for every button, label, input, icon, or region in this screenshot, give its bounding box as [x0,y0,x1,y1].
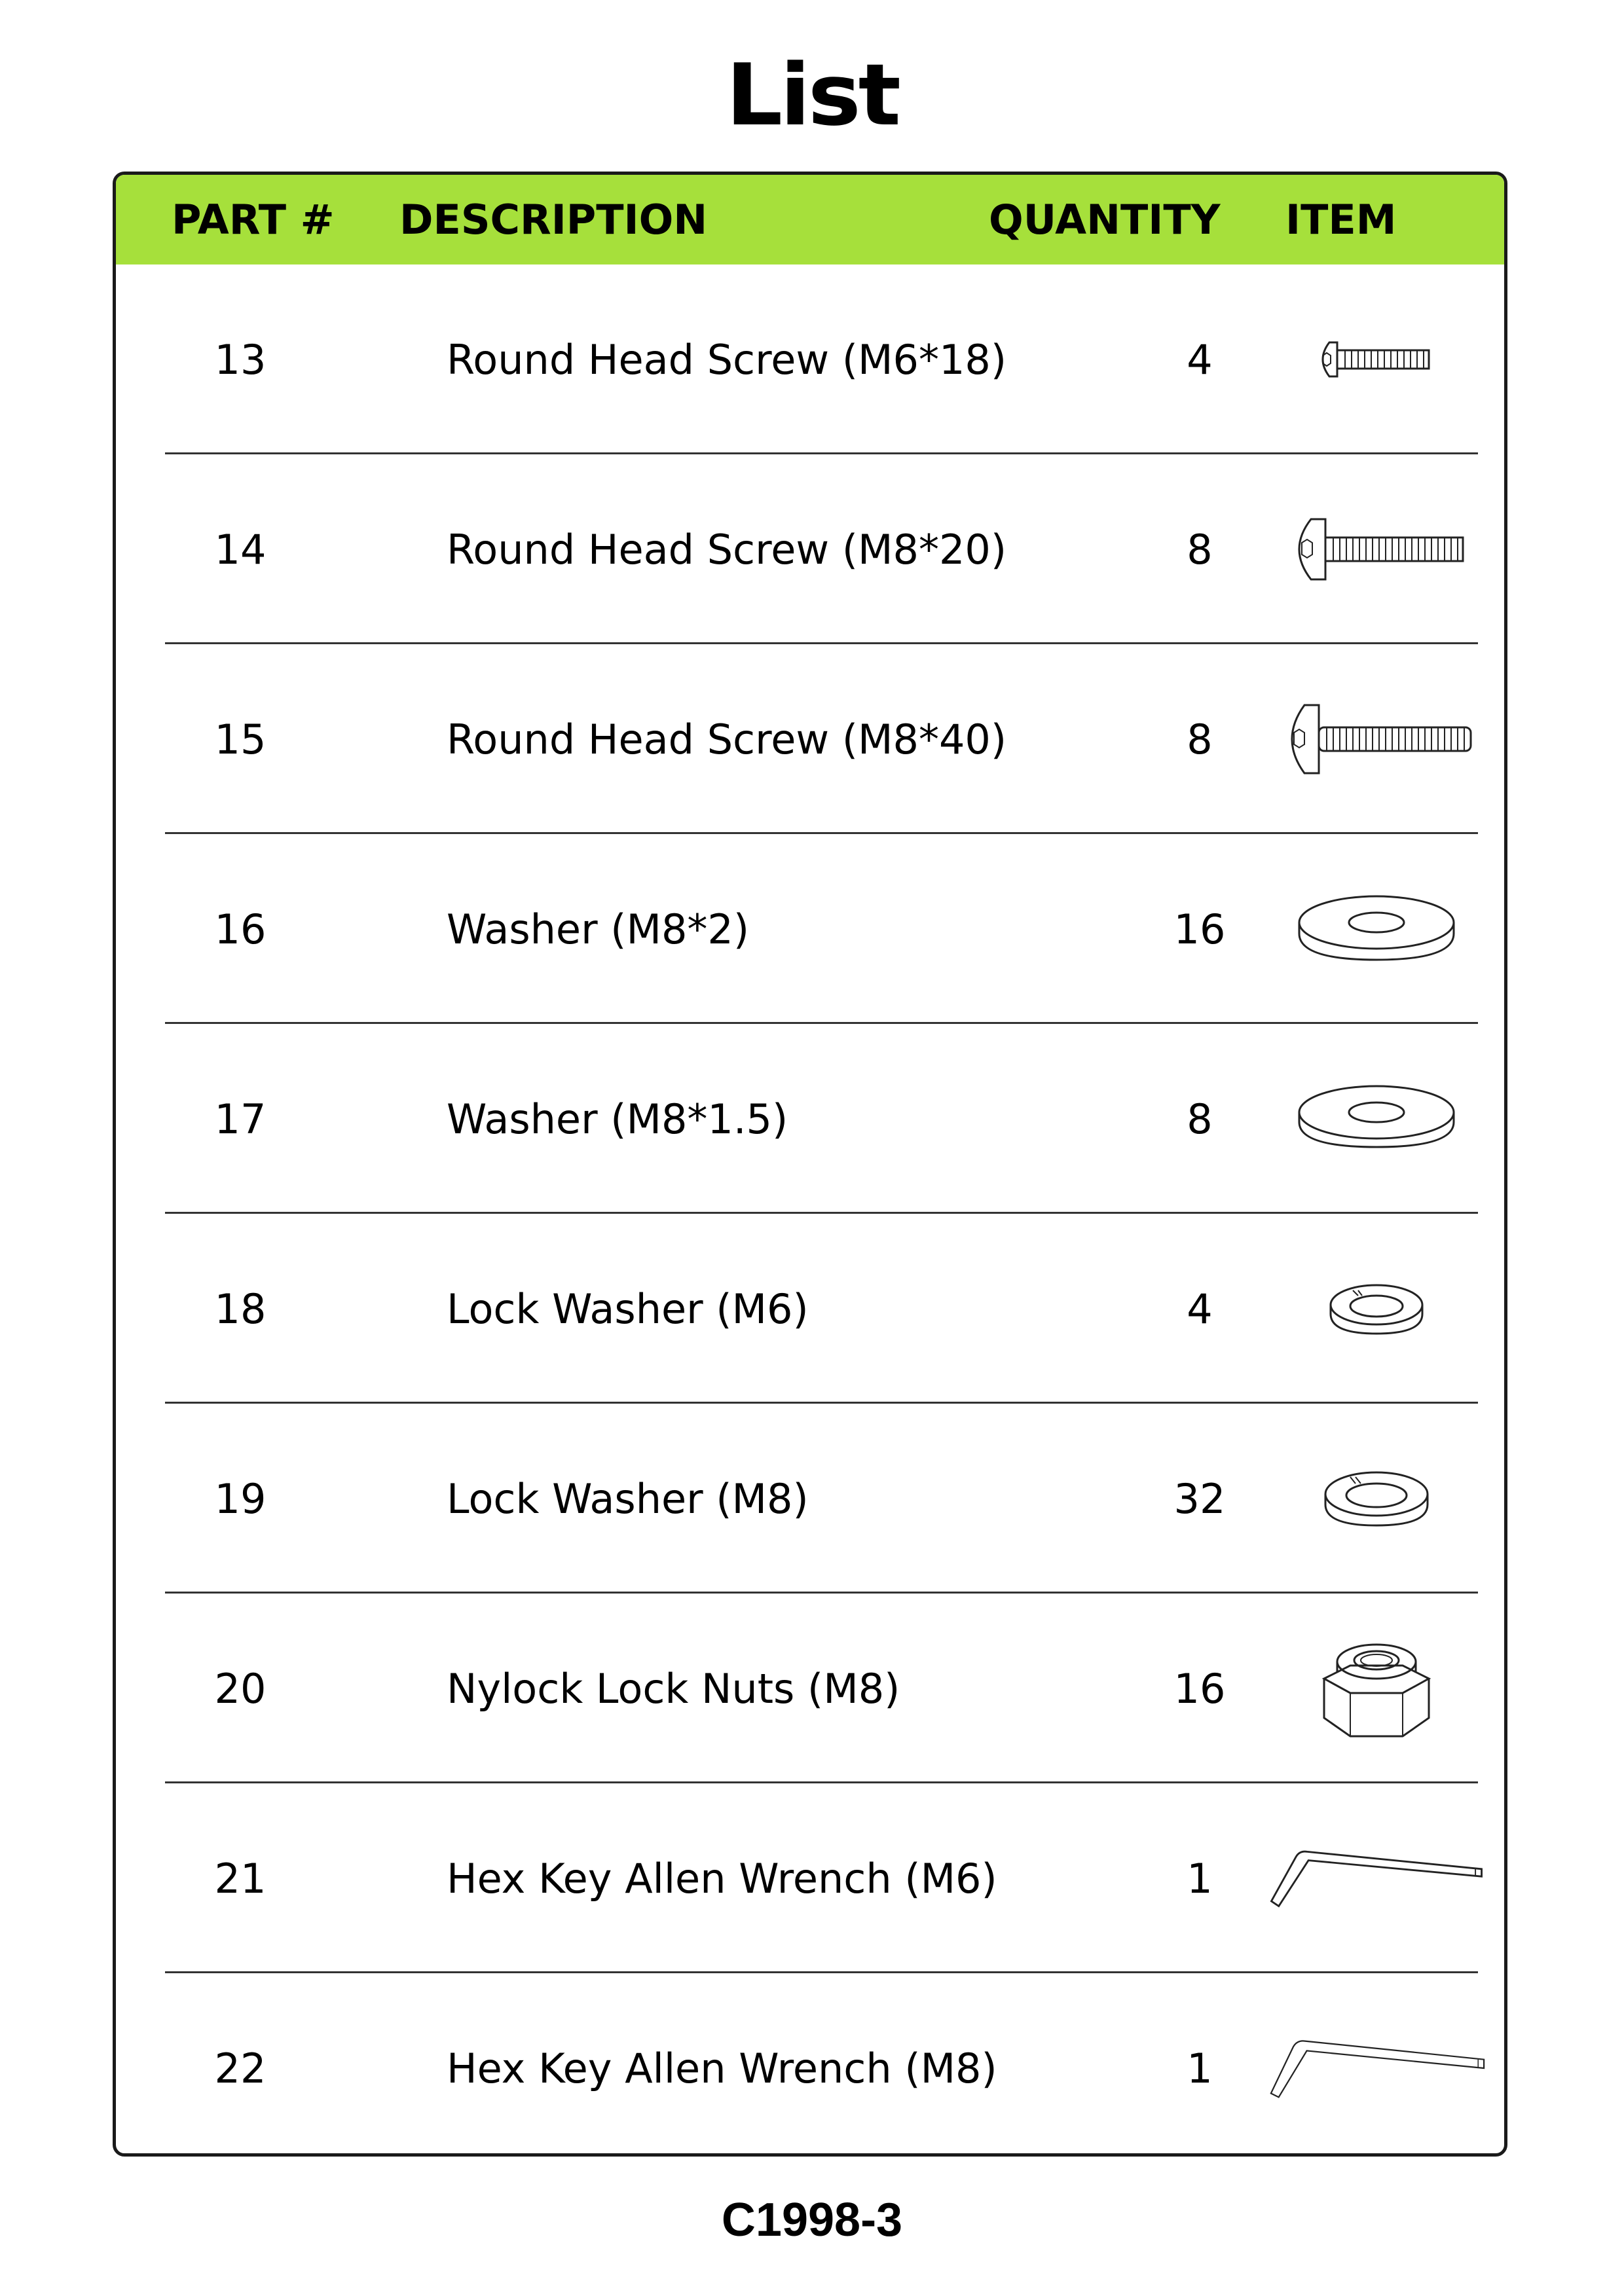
part-number: 17 [214,1095,267,1143]
lock-washer-icon [1265,1404,1488,1594]
part-quantity: 1 [1187,2044,1213,2092]
part-quantity: 8 [1187,715,1213,763]
part-description: Round Head Screw (M8*40) [447,715,1007,763]
part-description: Washer (M8*1.5) [447,1095,788,1143]
part-quantity: 16 [1173,1664,1226,1713]
table-row [165,264,1478,454]
part-description: Nylock Lock Nuts (M8) [447,1664,900,1713]
part-number: 19 [214,1474,267,1523]
round-head-screw-medium-icon [1265,454,1488,644]
hex-key-large-icon [1265,1973,1488,2157]
part-number: 14 [214,525,267,574]
part-description: Hex Key Allen Wrench (M6) [447,1854,997,1903]
part-quantity: 4 [1187,1285,1213,1333]
part-number: 22 [214,2044,267,2092]
page-title: List [726,45,898,145]
model-number: C1998-3 [721,2194,903,2246]
part-number: 20 [214,1664,267,1713]
table-row [165,1783,1478,1973]
part-description: Round Head Screw (M6*18) [447,335,1007,384]
table-row [165,454,1478,644]
part-number: 16 [214,905,267,953]
part-number: 15 [214,715,267,763]
flat-washer-icon [1265,834,1488,1024]
part-number: 18 [214,1285,267,1333]
table-row [165,1594,1478,1783]
hex-key-small-icon [1265,1783,1488,1973]
part-description: Lock Washer (M6) [447,1285,809,1333]
part-quantity: 8 [1187,525,1213,574]
table-row [165,644,1478,834]
part-description: Round Head Screw (M8*20) [447,525,1007,574]
round-head-screw-short-icon [1265,264,1488,454]
part-number: 21 [214,1854,267,1903]
part-quantity: 1 [1187,1854,1213,1903]
round-head-screw-long-icon [1265,644,1488,834]
part-description: Hex Key Allen Wrench (M8) [447,2044,997,2092]
part-description: Washer (M8*2) [447,905,750,953]
table-row [165,1404,1478,1594]
part-number: 13 [214,335,267,384]
flat-washer-icon [1265,1024,1488,1214]
header-quantity: QUANTITY [989,196,1221,244]
part-quantity: 4 [1187,335,1213,384]
header-description: DESCRIPTION [399,196,708,244]
table-row [165,1214,1478,1404]
lock-washer-icon [1265,1214,1488,1404]
table-row [165,834,1478,1024]
header-item: ITEM [1285,196,1397,244]
part-quantity: 8 [1187,1095,1213,1143]
table-row [165,1973,1478,2157]
table-row [165,1024,1478,1214]
part-description: Lock Washer (M8) [447,1474,809,1523]
part-quantity: 32 [1173,1474,1226,1523]
nylock-nut-icon [1265,1594,1488,1783]
header-part: PART # [172,196,335,244]
parts-table [113,172,1507,2157]
part-quantity: 16 [1173,905,1226,953]
table-header [116,175,1504,264]
